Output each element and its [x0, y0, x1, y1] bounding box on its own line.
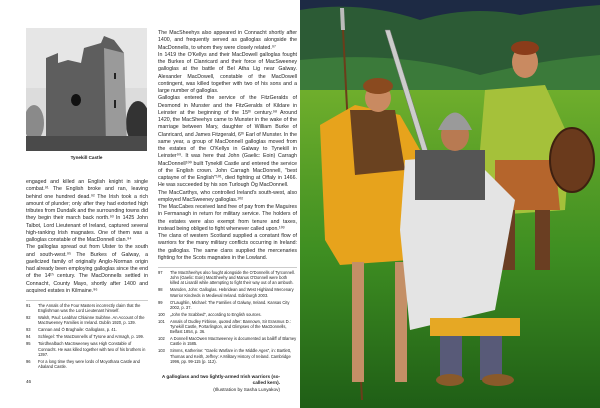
footnote-text: Marsden, John: Galloglas. Hebridean and West Highland Mercenary Warrior Kindreds in Medieval Ireland. Edinburgh 2003.	[170, 287, 294, 298]
left-flow	[26, 28, 148, 385]
footnote	[26, 334, 148, 339]
caption-title: A galloglass and two lightly-armed Irish warriors (so-called kern).	[161, 374, 280, 386]
footnote-text: Walsh, Paul: Leabhar Chlainne Suibhne. An Account of the MacSweeney Families in Ireland. Dublin 1920, p. 139.	[38, 315, 145, 326]
footnote	[158, 300, 297, 310]
footnote	[158, 287, 297, 297]
right-flow	[158, 30, 297, 393]
footnote	[26, 303, 148, 313]
footnote-number: 97	[158, 270, 163, 275]
footnote	[26, 327, 148, 332]
footnote	[26, 341, 148, 357]
footnote	[158, 312, 297, 317]
warriors-illustration	[300, 0, 600, 408]
paragraph: The galloglas spread out from Ulster to the south and south-west.⁹⁵ The Burkes of Galway, a gaelicized family of originally Anglo-Norman origin had already been employing galloglas since the end of the 14ᵗʰ century. The MacDonnells settled in Connacht, County Mayo, shortly after 1400 and acquired estates in Kilmaine.⁹⁶	[26, 244, 148, 294]
footnote-number: 103	[158, 348, 165, 354]
paragraph: The MacCabes received land free of pay from the Maguires in Fermanagh in return for military service. The holders of the estates were also exempt from tenure and taxes, instead being obliged to fight whenever called upon.¹⁰³	[158, 204, 297, 232]
footnote-text: A Donnell MacOwen MacSweeney is documented as bailiff of Blarney Castle in 1585.	[170, 336, 297, 347]
footnote-text: Simms, Katherine: "Gaelic Warfare in the Middle Ages", in: Bartlett, Thomas and Keith, Jeffrey: A Military History of Ireland. Cambridge 1996, pp. 99-115 (p. 112).	[170, 348, 292, 364]
footnote	[158, 319, 297, 335]
footnote-text: Cannan and Ó Braghaile: Galloglass, p. 41.	[38, 327, 117, 333]
footnote-number: 98	[158, 287, 163, 293]
paragraph: engaged and killed an English knight in single combat.⁹¹ The English broke and ran, leaving behind one hundred dead.⁹² The Irish took a rich amount of plunder; only after they had extorted high tributes from Dundalk and the surrounding towns did they begin their march back north.⁹³ In 1425 John Talbot, Lord Lieutenant of Ireland, captured several high-ranking Irish magnates. One of them was a galloglas constable of the MacDonnell clan.⁹⁴	[26, 179, 148, 243]
footnote-text: Annals of Dudley Firbisse, quoted after: Bannown, Sir Erasmus D.: Tynekill Castle, Portarlington, and Glimpses of the MacDonnells, Belfast 1854, p. 36.	[170, 318, 291, 335]
footnote-text: O'Laughlin, Michael: The Families of Galway, Ireland. Kansas City 2002, p. 37.	[170, 299, 290, 310]
footnote-number: 94	[26, 334, 31, 340]
footnote-number: 91	[26, 303, 31, 308]
footnote-text: „John the Scabbed", according to English sources.	[170, 311, 262, 317]
footnote-number: 100	[158, 311, 165, 317]
footnote-number: 102	[158, 336, 165, 342]
left-text-column	[26, 179, 148, 295]
footnote	[158, 336, 297, 346]
footnote-number: 99	[158, 299, 163, 305]
footnote-text: Toirdhealbach MacSweeney was High Constable of Connacht. He was killed together with two of his brothers in 1397.	[38, 341, 146, 357]
right-text-column	[158, 30, 297, 262]
caption-credit: (Illustration by Sasha Lunyakov)	[213, 386, 280, 392]
page-number: 46	[26, 379, 32, 385]
left-footnotes	[26, 300, 148, 369]
paragraph: The MacCarthys, who controlled Ireland's south-west, also employed MacSweeney galloglas.¹⁰²	[158, 189, 297, 203]
paragraph: The MacSheehys also appeared in Connacht shortly after 1400, and frequently served as galloglas alongside the MacDonnells, to whom they were closely related.⁹⁷	[158, 30, 297, 51]
right-footnotes	[158, 267, 297, 364]
footnote-text: The Annals of the Four Masters incorrectly claim that the Englishman was the Lord Lieutenant himself.	[38, 303, 141, 314]
photo-caption: Tynekill Castle	[70, 155, 103, 160]
footnote-number: 93	[26, 327, 31, 333]
footnote	[158, 270, 297, 286]
paragraph: In 1419 the O'Kellys and their MacDowell galloglas fought the Burkes of Clanricard and their force of MacSweeney galloglas at the battle of Bel Atha Lig near Galway. Alexander MacDowell, constable of the MacDowell contingent, was killed together with two of his sons and a large number of galloglas.	[158, 51, 297, 94]
footnote	[26, 315, 148, 325]
footnote	[26, 359, 148, 369]
footnote-number: 95	[26, 341, 31, 347]
paragraph: The clans of western Scotland supplied a constant flow of warriors for the many military conflicts occurring in Ireland: the galloglas. The same clans supplied the mercenaries fighting for the Scots magnates in the Lowland.	[158, 233, 297, 261]
illustration-caption	[158, 374, 297, 393]
castle-photo	[26, 28, 147, 151]
footnote-number: 101	[158, 318, 165, 324]
footnote-number: 96	[26, 358, 31, 364]
footnote-text: For a long time they were lords of Moyothara Castle and Abaland Castle.	[38, 358, 140, 370]
footnote-text: The MacSheehys also fought alongside the O'Donnells of Tyrconnell. John (Gaelic: Eoin) MacSheehy and Manus O'Donnell were both killed at Lisardil while attempting to fight their way out of an ambush.	[170, 270, 295, 286]
footnote-number: 92	[26, 315, 31, 321]
footnote-text: Schlegel: The MacDonnells of Tyrone and Armagh, p. 199.	[38, 334, 144, 340]
paragraph: Galloglas entered the service of the FitzGeralds of Desmond in Munster and the FitzGeralds of Kildare in Leinster at the beginning of the 15ᵗʰ century.⁹⁸ Around 1420, the MacSheehys came to Munster in the wake of the marriage between Mary, daughter of William Burke of Clanricard, and James Fitzgerald, 6ᵗʰ Earl of Munster. In the same year, a group of MacDonnell galloglas moved from the estates of the O'Kellys in Galway to Tynekill in Leinster⁹⁹. It was here that John (Gaelic: Eoin) Carragh MacDonnell¹⁰⁰ built Tynekill Castle and entered the service of the English crown. John Carragh MacDonnell, "best captayne of the English"¹⁰¹, died fighting at Offaly in 1466. He was succeeded by his son Turlough Óg MacDonnell.	[158, 95, 297, 189]
footnote	[158, 348, 297, 364]
